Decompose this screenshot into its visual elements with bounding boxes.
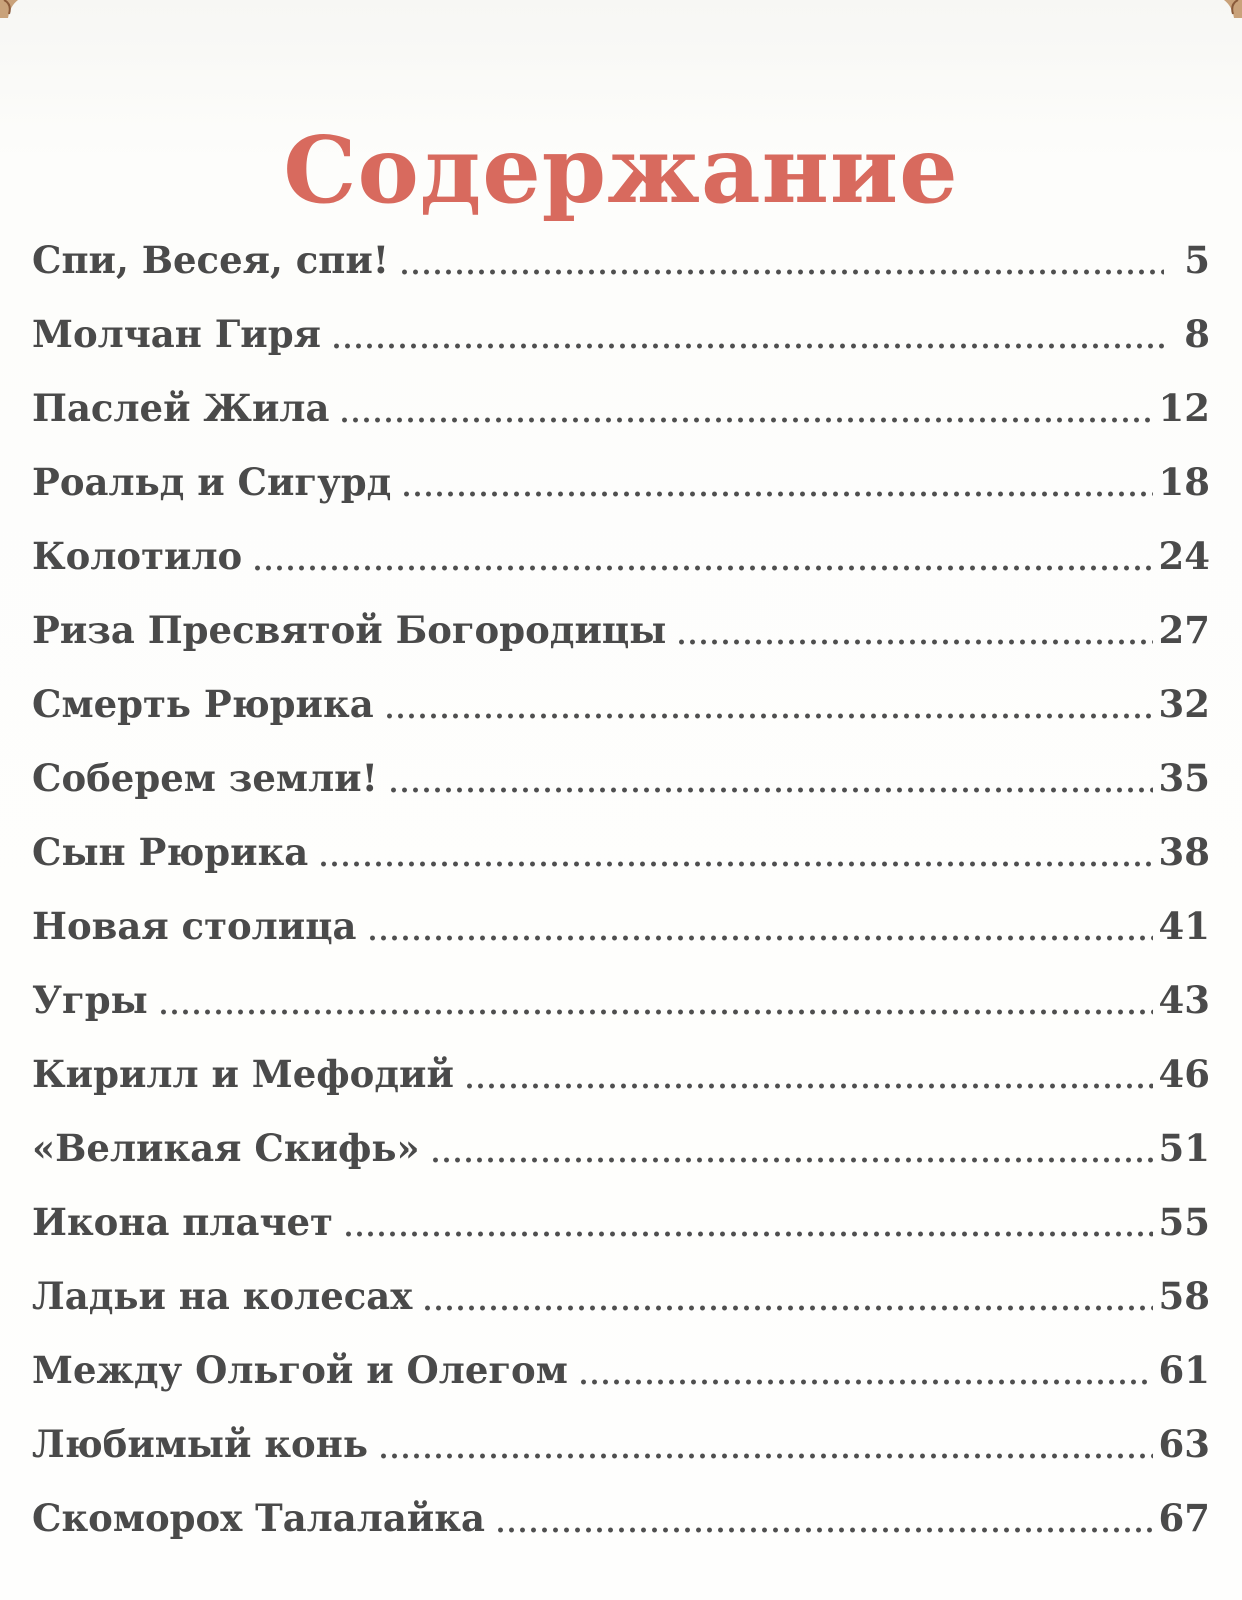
toc-entry-title: «Великая Скифь» (32, 1126, 420, 1170)
dot-leader (331, 343, 1164, 349)
toc-entry-title: Молчан Гиря (32, 312, 321, 356)
toc-entry[interactable] (32, 1259, 1210, 1333)
toc-entry-page-number: 8 (1184, 312, 1210, 356)
dot-leader (343, 1231, 1153, 1237)
toc-entry[interactable] (32, 1111, 1210, 1185)
dot-leader (158, 1009, 1153, 1015)
dot-leader (422, 1305, 1152, 1311)
toc-entry[interactable] (32, 889, 1210, 963)
toc-entry-page-number: 24 (1158, 534, 1210, 578)
dot-leader (676, 639, 1152, 645)
toc-entry-page-number: 58 (1158, 1274, 1210, 1318)
toc-entry[interactable] (32, 963, 1210, 1037)
dot-leader (378, 1453, 1153, 1459)
toc-entry-page-number: 32 (1158, 682, 1210, 726)
toc-entry[interactable] (32, 445, 1210, 519)
dot-leader (318, 861, 1152, 867)
corner-ornament-icon (0, 0, 26, 18)
toc-entry-title: Ладьи на колесах (32, 1274, 413, 1318)
toc-entry-page-number: 61 (1158, 1348, 1210, 1392)
toc-entry[interactable] (32, 1481, 1210, 1555)
toc-entry-page-number: 67 (1158, 1496, 1210, 1540)
dot-leader (399, 269, 1164, 275)
toc-entry[interactable] (32, 667, 1210, 741)
dot-leader (578, 1379, 1153, 1385)
toc-entry-title: Любимый конь (32, 1422, 368, 1466)
dot-leader (252, 565, 1152, 571)
toc-entry-page-number: 43 (1158, 978, 1210, 1022)
toc-entry[interactable] (32, 371, 1210, 445)
toc-entry-title: Икона плачет (32, 1200, 333, 1244)
toc-entry[interactable] (32, 223, 1210, 297)
toc-entry-page-number: 63 (1158, 1422, 1210, 1466)
toc-entry-title: Угры (32, 978, 148, 1022)
toc-entry-title: Роальд и Сигурд (32, 460, 392, 504)
toc-entry-title: Колотило (32, 534, 243, 578)
dot-leader (430, 1157, 1153, 1163)
toc-entry-title: Спи, Весея, спи! (32, 238, 390, 282)
toc-entry-title: Смерть Рюрика (32, 682, 374, 726)
toc-entry[interactable] (32, 1185, 1210, 1259)
dot-leader (339, 417, 1152, 423)
toc-entry-page-number: 46 (1158, 1052, 1210, 1096)
dot-leader (367, 935, 1153, 941)
toc-entry[interactable] (32, 1407, 1210, 1481)
toc-entry[interactable] (32, 519, 1210, 593)
toc-entry-page-number: 38 (1158, 830, 1210, 874)
toc-entry-title: Паслей Жила (32, 386, 330, 430)
toc-entry[interactable] (32, 741, 1210, 815)
toc-entry-title: Кирилл и Мефодий (32, 1052, 454, 1096)
toc-entry[interactable] (32, 593, 1210, 667)
dot-leader (401, 491, 1152, 497)
toc-entry[interactable] (32, 297, 1210, 371)
toc-entry[interactable] (32, 1333, 1210, 1407)
toc-entry-page-number: 55 (1158, 1200, 1210, 1244)
toc-entry-title: Сын Рюрика (32, 830, 309, 874)
toc-entry-page-number: 27 (1158, 608, 1210, 652)
toc-entry-page-number: 18 (1158, 460, 1210, 504)
dot-leader (384, 713, 1153, 719)
toc-entry-page-number: 51 (1158, 1126, 1210, 1170)
corner-ornament-icon (1216, 0, 1242, 18)
toc-entry-title: Скоморох Талалайка (32, 1496, 485, 1540)
dot-leader (495, 1527, 1153, 1533)
dot-leader (464, 1083, 1153, 1089)
toc-entry[interactable] (32, 815, 1210, 889)
toc-entry-page-number: 35 (1158, 756, 1210, 800)
toc-entry-page-number: 12 (1158, 386, 1210, 430)
toc-entry-title: Соберем земли! (32, 756, 378, 800)
toc-entry-title: Новая столица (32, 904, 357, 948)
page-title: Содержание (283, 115, 959, 224)
table-of-contents (32, 223, 1210, 1555)
toc-entry-title: Риза Пресвятой Богородицы (32, 608, 667, 652)
toc-entry[interactable] (32, 1037, 1210, 1111)
toc-entry-title: Между Ольгой и Олегом (32, 1348, 568, 1392)
toc-entry-page-number: 41 (1158, 904, 1210, 948)
toc-entry-page-number: 5 (1184, 238, 1210, 282)
dot-leader (388, 787, 1153, 793)
